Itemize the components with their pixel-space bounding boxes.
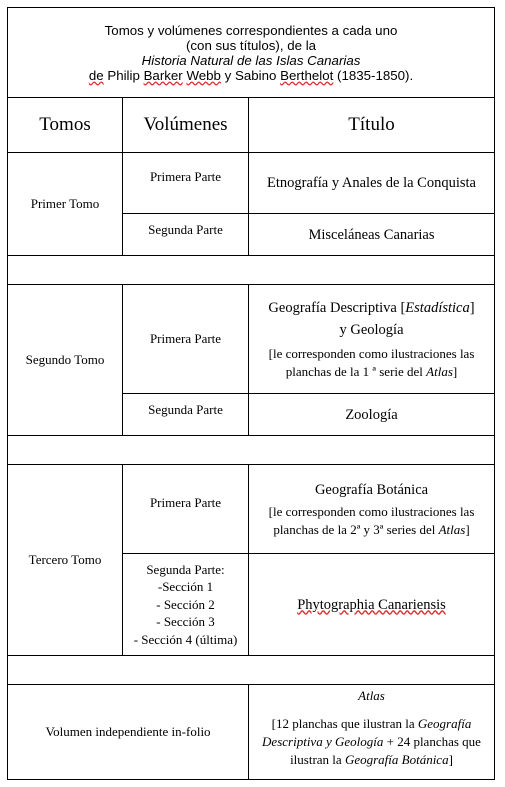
spacer-row (8, 436, 495, 465)
caption-row (8, 8, 495, 98)
volume-label: Primera Parte (123, 465, 249, 554)
spacer-cell (8, 656, 495, 685)
tomo-label: Primer Tomo (8, 153, 123, 256)
volume-note: [le corresponden como ilustraciones las planchas de la 2ª y 3ª series del Atlas] (268, 504, 475, 537)
table-row (8, 465, 495, 554)
table-row (8, 153, 495, 214)
spacer-cell (8, 436, 495, 465)
volume-label: Primera Parte (123, 153, 249, 214)
caption-line-1: Tomos y volúmenes correspondientes a cada uno (104, 22, 398, 38)
table-caption (8, 8, 495, 98)
spacer-cell (8, 256, 495, 285)
spacer-row (8, 256, 495, 285)
caption-line-4: de Philip Barker Webb y Sabino Berthelot (1835-1850). (88, 67, 414, 83)
table-row (8, 685, 495, 780)
volume-title-cell (249, 465, 495, 554)
table-row (8, 285, 495, 394)
volume-label: Segunda Parte (123, 214, 249, 256)
volume-title: Geografía Descriptiva [Estadística] y Geología (268, 300, 475, 338)
caption-line-3: Historia Natural de las Islas Canarias (141, 52, 361, 68)
header-titulo: Título (249, 98, 495, 153)
volume-label: Primera Parte (123, 285, 249, 394)
volume-sections: Segunda Parte: -Sección 1 - Sección 2 - Sección 3 - Sección 4 (última) (123, 554, 249, 656)
spacer-row (8, 656, 495, 685)
caption-line-2: (con sus títulos), de la (185, 37, 317, 53)
volume-title: Misceláneas Canarias (249, 214, 495, 256)
volume-title: Atlas (358, 688, 385, 703)
header-row (8, 98, 495, 153)
volume-label: Segunda Parte (123, 394, 249, 436)
volume-title: Zoología (249, 394, 495, 436)
volume-title-cell (249, 285, 495, 394)
volume-title: Geografía Botánica (314, 482, 429, 498)
header-tomos: Tomos (8, 98, 123, 153)
tomo-label: Segundo Tomo (8, 285, 123, 436)
volume-note: [le corresponden como ilustraciones las planchas de la 1 ª serie del Atlas] (268, 346, 475, 379)
header-volumenes: Volúmenes (123, 98, 249, 153)
volume-title: Etnografía y Anales de la Conquista (249, 153, 495, 214)
tomo-label: Tercero Tomo (8, 465, 123, 656)
volumes-table (7, 7, 495, 780)
volume-note: [12 planchas que ilustran la Geografía Descriptiva y Geología + 24 planchas que ilustran la Geografía Botánica] (262, 716, 481, 767)
volume-title-cell (249, 685, 495, 780)
volume-title: Phytographia Canariensis (249, 554, 495, 656)
independent-volume-label: Volumen independiente in-folio (8, 685, 249, 780)
